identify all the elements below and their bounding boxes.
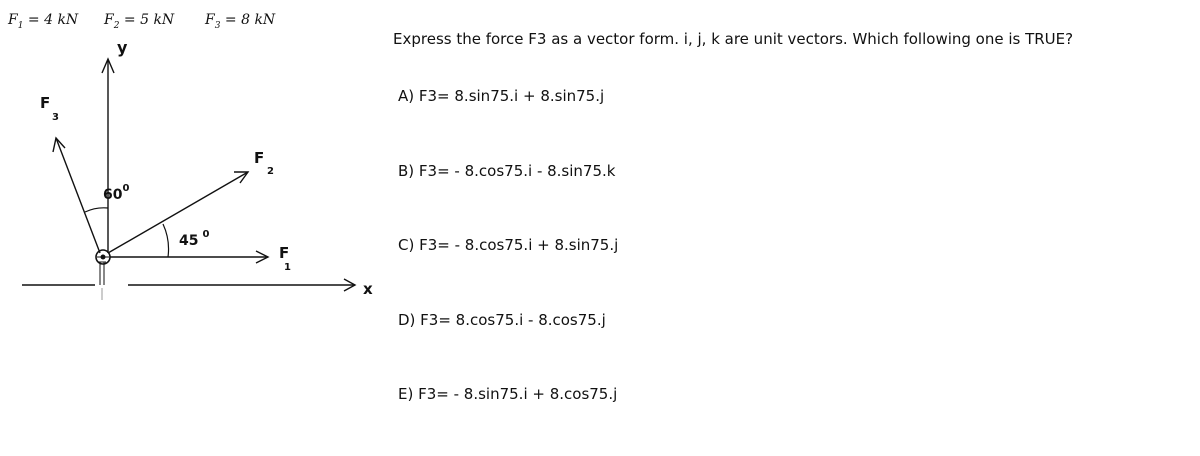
angle-arc-f2 [163,224,169,257]
x-axis-label: x [363,280,373,298]
option-e[interactable]: E) F3= - 8.sin75.i + 8.cos75.j [398,385,618,403]
question-prompt: Express the force F3 as a vector form. i, j, k are unit vectors. Which following one is TRUE? [393,30,1074,48]
y-axis-label: y [117,38,128,57]
f3-label: F [40,94,51,112]
option-d[interactable]: D) F3= 8.cos75.i - 8.cos75.j [398,311,606,329]
option-c[interactable]: C) F3= - 8.cos75.i + 8.sin75.j [398,236,619,254]
angle-arc-f3 [85,208,108,212]
f2-label: F [254,149,265,167]
given-f1: $F_1 = 4$ kN [8,12,79,31]
force-diagram [0,0,380,456]
f2-label-sub: 2 [267,166,274,177]
f3-label-sub: 3 [52,112,59,123]
f3-vector [56,138,100,253]
given-f3: $F_3 = 8$ kN [205,12,276,31]
angle-label-f3: $60^0$ [103,183,130,203]
angle-label-f2: 45 $^0$ [179,229,210,249]
option-a[interactable]: A) F3= 8.sin75.i + 8.sin75.j [398,87,605,105]
option-b[interactable]: B) F3= - 8.cos75.i - 8.sin75.k [398,162,616,180]
f1-label-sub: 1 [284,262,291,273]
given-f2: $F_2 = 5$ kN [104,12,175,31]
f1-label: F [279,244,290,262]
